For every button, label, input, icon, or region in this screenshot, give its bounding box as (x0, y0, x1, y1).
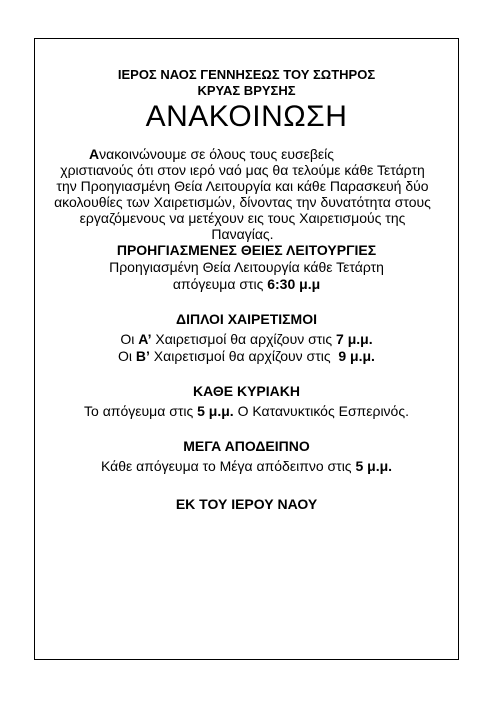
compline-heading: ΜΕΓΑ ΑΠΟΔΕΙΠΝΟ (183, 438, 310, 454)
liturgy-heading: ΠΡΟΗΓΙΑΣΜΕΝΕΣ ΘΕΙΕΣ ΛΕΙΤΟΥΡΓΙΕΣ (116, 242, 377, 258)
salutations-heading: ΔΙΠΛΟΙ ΧΑΙΡΕΤΙΣΜΟΙ (176, 311, 317, 327)
intro-rest: χριστιανούς ότι στον ιερό ναό μας θα τελούμε κάθε Τετάρτη την Προηγιασμένη Θεία Λειτουργία και κάθε Παρασκευή δύο ακολουθίες των Χαιρετισμών, δίνοντας την δυνατότητα στους εργαζόμενους να μετέχουν εις τους Χαιρετισμούς της Παναγίας. (54, 162, 431, 242)
announcement-title: ΑΝΑΚΟΙΝΩΣΗ (145, 100, 348, 133)
liturgy-line2 (35, 276, 458, 293)
salutations-b-pre: Οι (118, 348, 136, 364)
salutations-a-line (35, 331, 458, 348)
sunday-pre: Το απόγευμα στις (84, 403, 198, 419)
intro-initial-letter: Α (89, 146, 100, 162)
salutations-b-mid: Χαιρετισμοί θα αρχίζουν στις (149, 348, 339, 364)
salutations-b-line (35, 348, 458, 365)
sunday-line (35, 403, 458, 420)
intro-first-line (49, 146, 436, 162)
liturgy-time: 6:30 μ.μ (267, 276, 321, 292)
church-location: ΚΡΥΑΣ ΒΡΥΣΗΣ (197, 83, 296, 98)
footer-signature: ΕΚ ΤΟΥ ΙΕΡΟΥ ΝΑΟΥ (175, 496, 318, 512)
salutations-a-pre: Οι (120, 331, 139, 347)
compline-pre: Κάθε απόγευμα το Μέγα απόδειπνο στις (100, 458, 356, 474)
church-name: ΙΕΡΟΣ ΝΑΟΣ ΓΕΝΝΗΣΕΩΣ ΤΟΥ ΣΩΤΗΡΟΣ (117, 67, 376, 82)
salutations-b-label: Β’ (135, 348, 150, 364)
intro-paragraph (49, 146, 436, 242)
sunday-post: Ο Κατανυκτικός Εσπερινός. (233, 403, 409, 419)
sunday-heading: ΚΑΘΕ ΚΥΡΙΑΚΗ (193, 383, 300, 399)
salutations-a-mid: Χαιρετισμοί θα αρχίζουν στις (151, 331, 337, 347)
compline-line (35, 458, 458, 475)
salutations-b-time: 9 μ.μ. (338, 348, 375, 364)
announcement-content (35, 39, 458, 513)
intro-line1: νακοινώνουμε σε όλους τους ευσεβείς (99, 146, 335, 162)
compline-time: 5 μ.μ. (355, 458, 393, 474)
salutations-a-time: 7 μ.μ. (336, 331, 373, 347)
salutations-a-label: Α’ (138, 331, 152, 347)
liturgy-line2-text: απόγευμα στις (172, 276, 268, 292)
sunday-time: 5 μ.μ. (197, 403, 234, 419)
liturgy-line1: Προηγιασμένη Θεία Λειτουργία κάθε Τετάρτη (109, 259, 384, 275)
announcement-frame (34, 38, 459, 660)
